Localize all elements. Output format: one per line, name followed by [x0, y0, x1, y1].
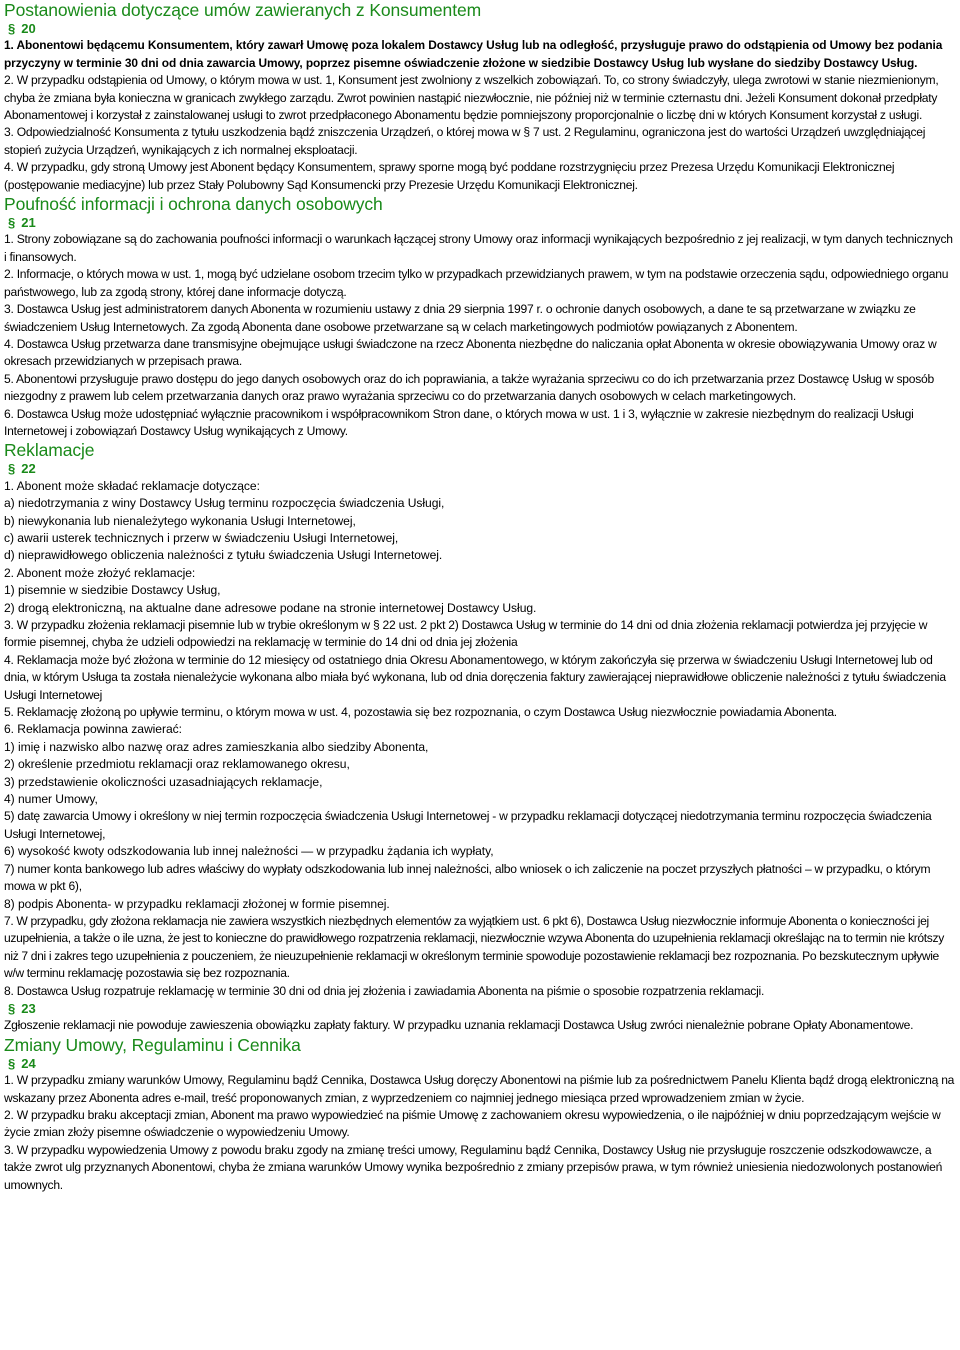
paragraph-number: 23: [21, 1000, 36, 1016]
section-title-changes: Zmiany Umowy, Regulaminu i Cennika: [4, 1034, 301, 1055]
p20-item-3: 3. Odpowiedzialność Konsumenta z tytułu uszkodzenia bądź zniszczenia Urządzeń, o której mowa w § 7 ust. 2 Regulaminu, ograniczona jest do wartości Urządzeń uwzględniającej stopień zużycia Urządzeń, wynikających z ich normalnej eksploatacji.: [4, 125, 926, 157]
p22-line: b) niewykonania lub nienależytego wykonania Usługi Internetowej,: [4, 513, 356, 528]
paragraph-sign: §: [8, 461, 16, 477]
p24-item-2: 2. W przypadku braku akceptacji zmian, Abonent ma prawo wypowiedzieć na piśmie Umowę z zachowaniem okresu wypowiedzenia, o ile najpóźniej w dniu poprzedzającym wejście w życie zmian złoży pisemne oświadczenie o wypowiedzeniu Umowy.: [4, 1107, 941, 1140]
p22-line: 1) imię i nazwisko albo nazwę oraz adres zamieszkania albo siedziby Abonenta,: [4, 739, 429, 754]
p21-item-5: 5. Abonentowi przysługuje prawo dostępu do jego danych osobowych oraz do ich poprawiania, a także wyrażania sprzeciwu co do ich przetwarzania przez Dostawcę Usług w sposób niezgodny z prawem lub celem przetwarzania danych oraz prawo wyrażania sprzeciwu co do przetwarzania danych osobowych w celach marketingowych.: [4, 371, 934, 404]
p22-line: 3) przedstawienie okoliczności uzasadniających reklamacje,: [4, 774, 323, 789]
p24-item-3: 3. W przypadku wypowiedzenia Umowy z powodu braku zgody na zmianę treści umowy, Regulaminu bądź Cennika, Dostawcy Usług nie przysługuje roszczenie odszkodowawcze, a także zwrot ulg przyznanych Abonentowi, chyba że zmiana warunków Umowy wynika bezpośrednio z zmiany przepisów prawa, w tym również uniesienia niedozwolonych postanowień umownych.: [4, 1142, 943, 1192]
section-title-privacy: Poufność informacji i ochrona danych osobowych: [4, 194, 383, 215]
paragraph-21-heading: [4, 214, 956, 231]
p21-item-1: 1. Strony zobowiązane są do zachowania poufności informacji o warunkach łączącej strony Umowy oraz informacji wynikających bezpośrednio z jej realizacji, w tym danych technicznych i finansowych.: [4, 232, 953, 264]
p21-item-6: 6. Dostawca Usług może udostępniać wyłącznie pracownikom i współpracownikom Stron dane, o których mowa w ust. 1 i 3, wyłącznie w zakresie niezbędnym do realizacji Usługi Internetowej i zobowiązań Dostawcy Usług wynikających z Umowy.: [4, 406, 914, 438]
section-title-complaints: Reklamacje: [4, 440, 95, 461]
paragraph-24-heading: [4, 1055, 956, 1072]
paragraph-sign: §: [8, 21, 16, 36]
p22-line: 2) drogą elektroniczną, na aktualne dane adresowe podane na stronie internetowej Dostawcy Usług.: [4, 600, 537, 615]
p21-item-3: 3. Dostawca Usług jest administratorem danych Abonenta w rozumieniu ustawy z dnia 29 sierpnia 1997 r. o ochronie danych osobowych, a dane te są przetwarzane w związku ze świadczeniem Usług Internetowych. Za zgodą Abonenta dane osobowe przetwarzane są w celach marketingowych podmiotów powiązanych z Abonentem.: [4, 302, 916, 334]
paragraph-sign: §: [8, 1000, 16, 1016]
p22-item-4: 4. Reklamacja może być złożona w terminie do 12 miesięcy od ostatniego dnia Okresu Abonamentowego, w którym zakończyła się przerwa w świadczeniu Usługi Internetowej lub od dnia, w którym Usługa ta została nienależycie wykonana albo miała być wykonana, lub od dnia doręczenia faktury zawierającej nieprawidłowe obliczenie należności z tytułu świadczenia Usługi Internetowej: [4, 652, 946, 702]
p22-line: 2) określenie przedmiotu reklamacji oraz reklamowanego okresu,: [4, 757, 350, 772]
paragraph-22-heading: [4, 460, 956, 477]
p20-item-2: 2. W przypadku odstąpienia od Umowy, o którym mowa w ust. 1, Konsument jest zwolniony z wszelkich zobowiązań. To, co strony świadczyły, ulega zwrotowi w stanie niezmienionym, chyba że zmiana była konieczna w granicach zwykłego zarządu. Zwrot powinien nastąpić niezwłocznie, nie później niż w terminie czternastu dni. Jeżeli Konsument dokonał przedpłaty Abonamentowej i korzystał z zainstalowanej usługi to zwrot przedpłaconego Abonamentu będzie pomniejszony proporcjonalnie o liczbę dni w których Konsument korzystał z usługi.: [4, 73, 939, 123]
p24-item-1: 1. W przypadku zmiany warunków Umowy, Regulaminu bądź Cennika, Dostawca Usług doręczy Abonentowi na piśmie lub za pośrednictwem Panelu Klienta bądź drogą elektroniczną na wskazany przez Abonenta adres e-mail, treść proponowanych zmian, z wyprzedzeniem co najmniej jednego miesiąca przed wprowadzeniem zmian w życie.: [4, 1073, 955, 1105]
p22-item-5: 5. Reklamację złożoną po upływie terminu, o którym mowa w ust. 4, pozostawia się bez rozpoznania, o czym Dostawca Usług niezwłocznie powiadamia Abonenta.: [4, 705, 837, 720]
p22-line: 8) podpis Abonenta- w przypadku reklamacji złożonej w formie pisemnej.: [4, 896, 390, 911]
p22-item-8: 8. Dostawca Usług rozpatruje reklamację w terminie 30 dni od dnia jej złożenia i zawiadamia Abonenta na piśmie o sposobie rozpatrzenia reklamacji.: [4, 983, 765, 998]
paragraph-number: 24: [21, 1055, 36, 1071]
p22-item-7: 7. W przypadku, gdy złożona reklamacja nie zawiera wszystkich niezbędnych elementów za wyjątkiem ust. 6 pkt 6), Dostawca Usług niezwłocznie informuje Abonenta o konieczności jej uzupełnienia, a także o ile uzna, że jest to konieczne do prawidłowego rozpatrzenia reklamacji, niezwłocznie wzywa Abonenta do uzupełnienia reklamacji określając na to termin nie krótszy niż 7 dni i zakres tego uzupełnienia z pouczeniem, że nieuzupełnienie reklamacji w określonym terminie spowoduje pozostawienie reklamacji bez rozpoznania. Po bezskutecznym upływie w/w terminu reklamację pozostawia się bez rozpoznania.: [4, 913, 944, 981]
p22-line: d) nieprawidłowego obliczenia należności z tytułu świadczenia Usługi Internetowej.: [4, 548, 443, 563]
p22-item-6-5: 5) datę zawarcia Umowy i określony w niej termin rozpoczęcia świadczenia Usługi Internetowej - w przypadku reklamacji dotyczącej niedotrzymania terminu rozpoczęcia świadczenia Usługi Internetowej,: [4, 809, 932, 841]
paragraph-sign: §: [8, 1055, 16, 1071]
p22-line: 1) pisemnie w siedzibie Dostawcy Usług,: [4, 583, 221, 598]
p22-line: 6. Reklamacja powinna zawierać:: [4, 722, 182, 737]
p22-line: 2. Abonent może złożyć reklamacje:: [4, 565, 196, 580]
paragraph-sign: §: [8, 215, 16, 231]
paragraph-number: 22: [21, 461, 36, 477]
p22-line: a) niedotrzymania z winy Dostawcy Usług terminu rozpoczęcia świadczenia Usługi,: [4, 496, 445, 511]
paragraph-number: 20: [21, 21, 36, 36]
p22-line: 1. Abonent może składać reklamacje dotyczące:: [4, 478, 260, 493]
p20-item-1: 1. Abonentowi będącemu Konsumentem, który zawarł Umowę poza lokalem Dostawcy Usług lub na odległość, przysługuje prawo do odstąpienia od Umowy bez podania przyczyny w terminie 30 dni od dnia zawarcia Umowy, poprzez pisemne oświadczenie złożone w siedzibie Dostawcy Usług lub wysłane do siedziby Dostawcy Usług.: [4, 38, 943, 70]
section-title-consumer: Postanowienia dotyczące umów zawieranych z Konsumentem: [4, 0, 482, 20]
paragraph-number: 21: [21, 215, 36, 231]
p22-line: c) awarii usterek technicznych i przerw w świadczeniu Usługi Internetowej,: [4, 530, 399, 545]
p22-line: 4) numer Umowy,: [4, 792, 98, 807]
paragraph-23-heading: [4, 1000, 956, 1017]
p21-item-2: 2. Informacje, o których mowa w ust. 1, mogą być udzielane osobom trzecim tylko w przypadkach przewidzianych prawem, w tym na podstawie orzeczenia sądu, odpowiedniego organu państwowego, lub za zgodą strony, której dane informacje dotyczą.: [4, 267, 949, 299]
p20-item-4: 4. W przypadku, gdy stroną Umowy jest Abonent będący Konsumentem, sprawy sporne mogą być poddane rozstrzygnięciu przez Prezesa Urzędu Komunikacji Elektronicznej (postępowanie mediacyjne) lub przez Stały Polubowny Sąd Konsumencki przy Prezesie Urzędu Komunikacji Elektronicznej.: [4, 160, 895, 192]
p22-line: 6) wysokość kwoty odszkodowania lub innej należności — w przypadku żądania ich wypłaty,: [4, 844, 494, 859]
paragraph-20-heading: [4, 20, 956, 37]
p22-item-6-7: 7) numer konta bankowego lub adres właściwy do wypłaty odszkodowania lub innej należności, albo wniosek o ich zaliczenie na poczet przyszłych płatności – w przypadku, o którym mowa w pkt 6),: [4, 861, 931, 894]
p22-item-3: 3. W przypadku złożenia reklamacji pisemnie lub w trybie określonym w § 22 ust. 2 pkt 2) Dostawca Usług w terminie do 14 dni od dnia złożenia reklamacji potwierdza jej przyjęcie w formie pisemnej, chyba że udzieli odpowiedzi na reklamację w terminie do 14 dni od dnia jej złożenia: [4, 618, 928, 650]
p21-item-4: 4. Dostawca Usług przetwarza dane transmisyjne obejmujące usługi świadczone na rzecz Abonenta niezbędne do naliczania opłat Abonenta w okresie obowiązywania Umowy oraz w okresach przewidzianych w przepisach prawa.: [4, 336, 937, 369]
p23-item-1: Zgłoszenie reklamacji nie powoduje zawieszenia obowiązku zapłaty faktury. W przypadku uznania reklamacji Dostawca Usług zwróci nienależnie pobrane Opłaty Abonamentowe.: [4, 1018, 914, 1033]
